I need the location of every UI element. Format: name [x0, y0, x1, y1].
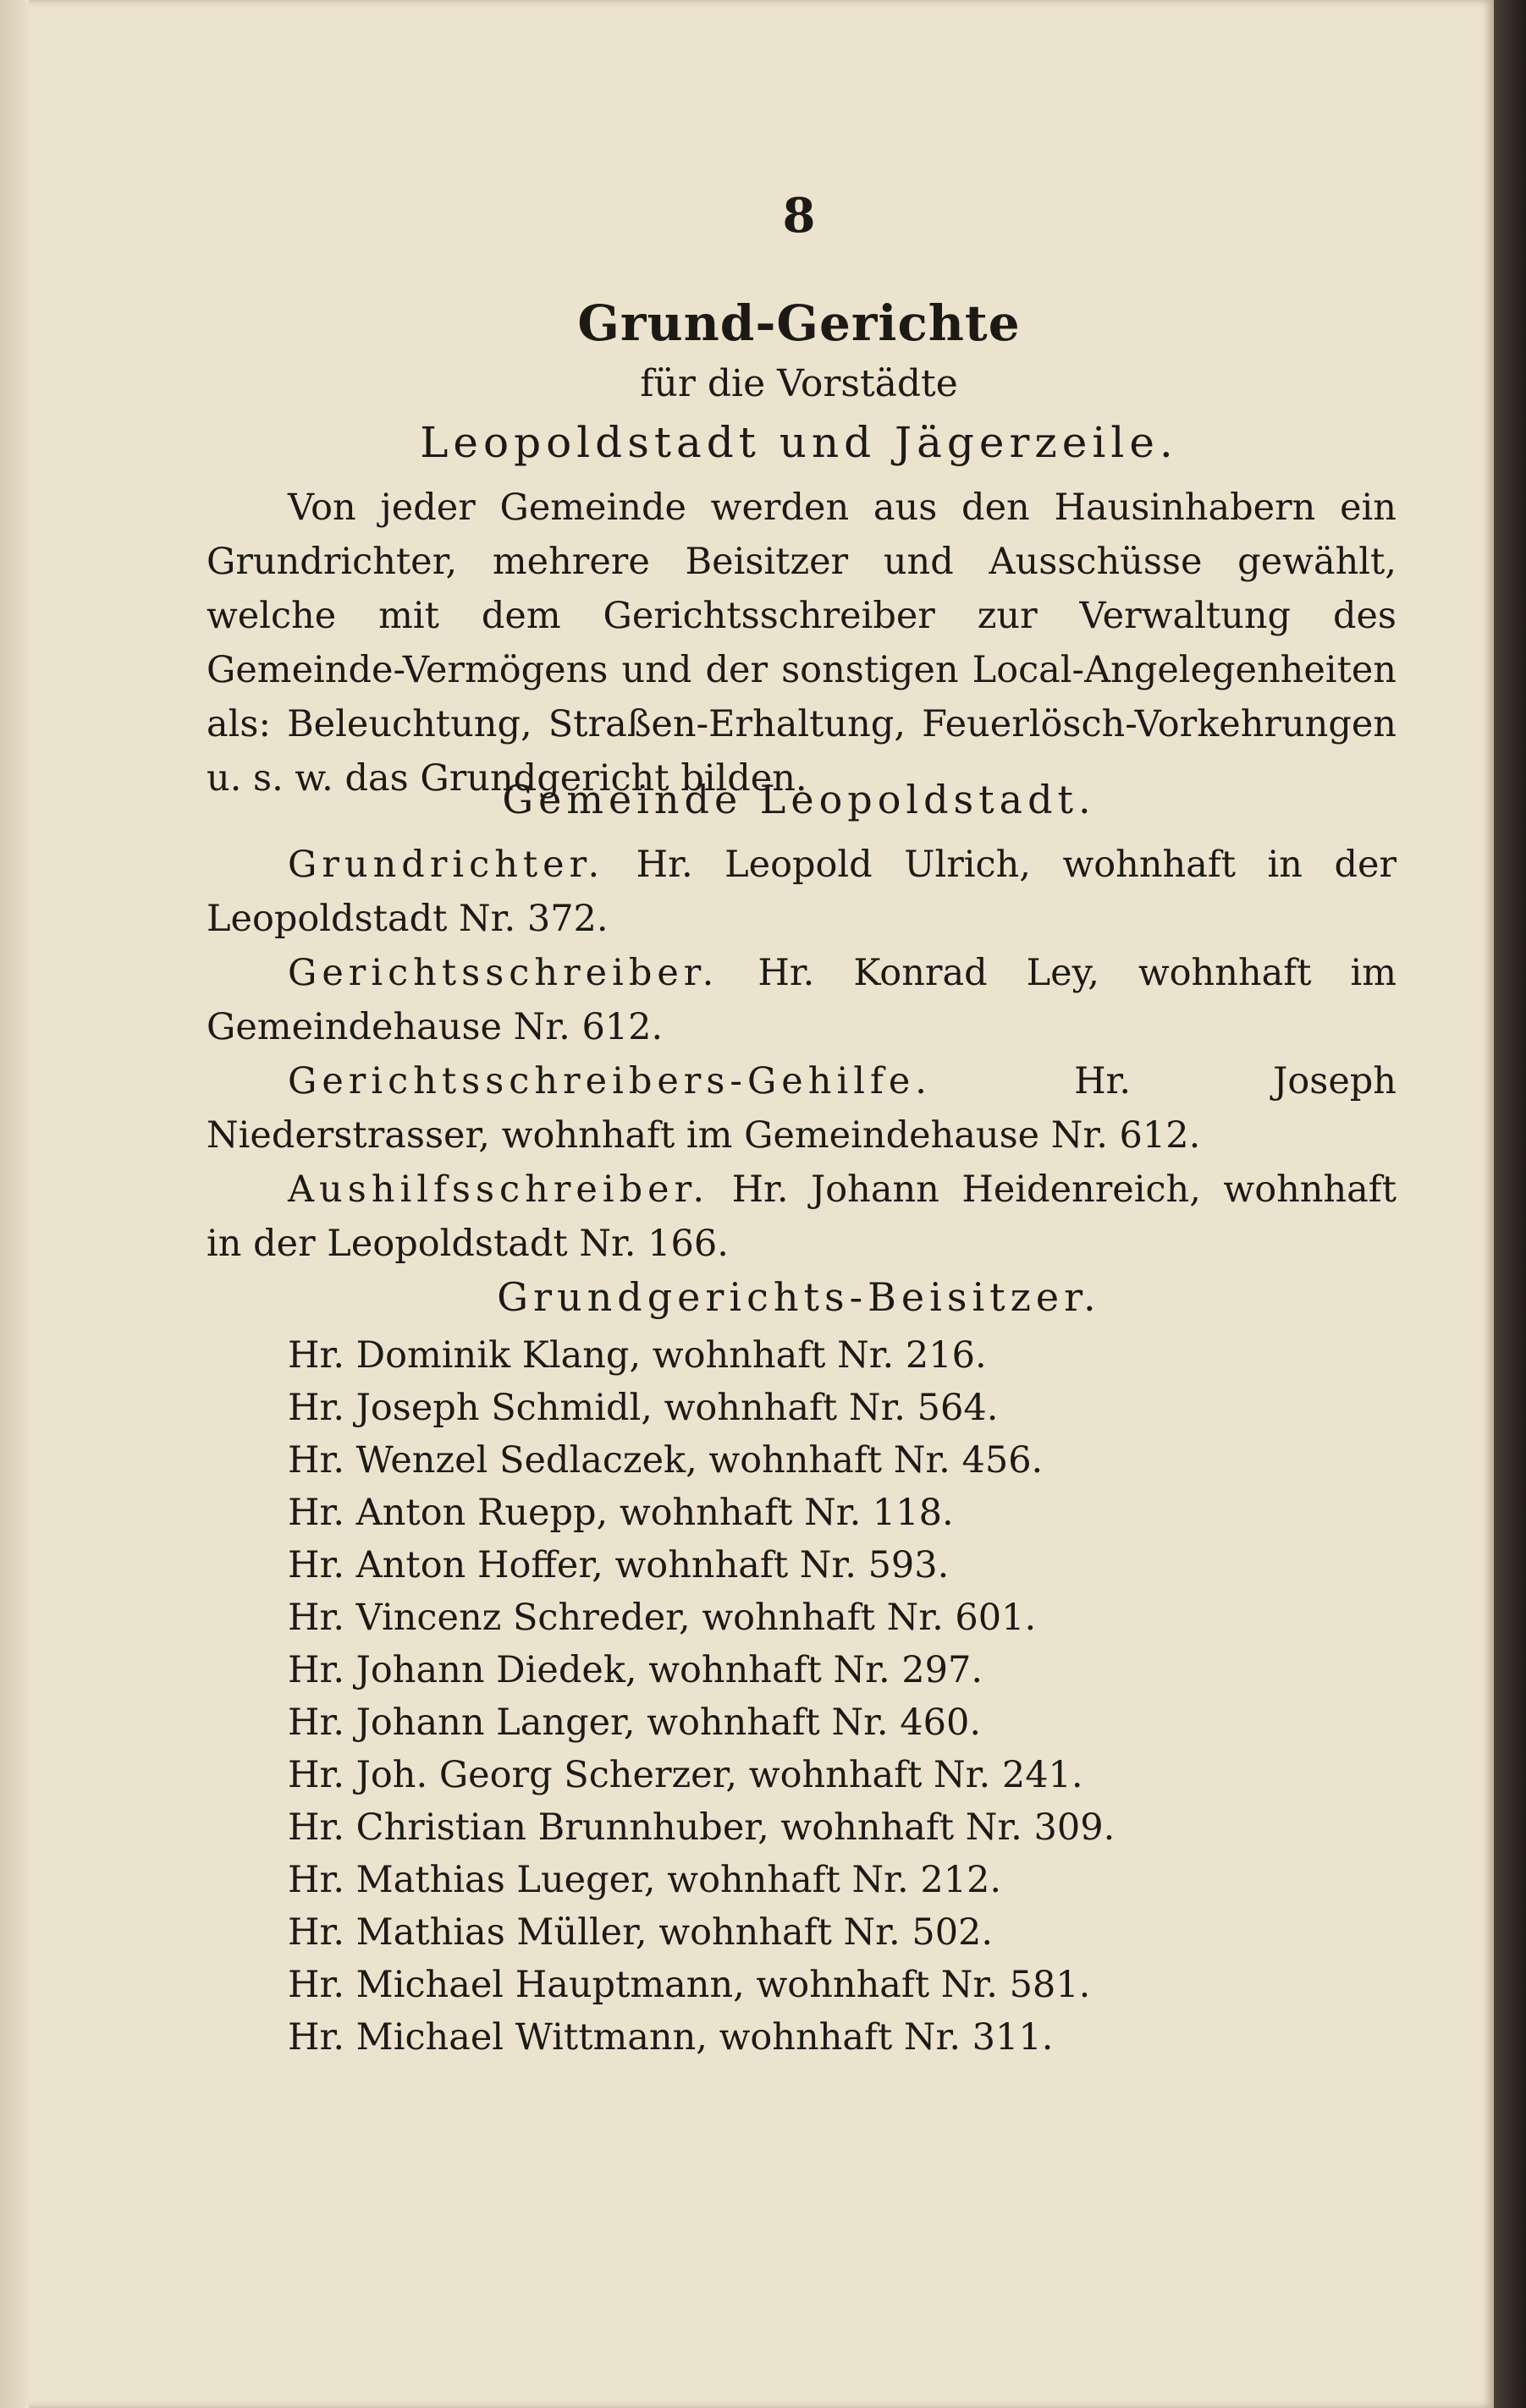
- list-item: Hr. Mathias Müller, wohnhaft Nr. 502.: [288, 1911, 994, 1954]
- list-item: Hr. Johann Langer, wohnhaft Nr. 460.: [288, 1702, 982, 1744]
- official-role: Gerichtsschreibers-Gehilfe.: [288, 1060, 932, 1102]
- list-item: Hr. Michael Wittmann, wohnhaft Nr. 311.: [288, 2016, 1054, 2059]
- list-item: Hr. Joseph Schmidl, wohnhaft Nr. 564.: [288, 1387, 999, 1429]
- official-entry: [207, 1163, 1397, 1271]
- official-text: Hr. Joseph Niederstrasser, wohnhaft im Gemeindehause Nr. 612.: [207, 1060, 1397, 1157]
- page-title: Grund-Gerichte: [577, 294, 1021, 352]
- list-item: Hr. Mathias Lueger, wohnhaft Nr. 212.: [288, 1859, 1002, 1901]
- list-item: Hr. Anton Hoffer, wohnhaft Nr. 593.: [288, 1544, 950, 1586]
- official-text: Hr. Johann Heidenreich, wohnhaft in der Leopoldstadt Nr. 166.: [207, 1168, 1397, 1265]
- official-role: Gerichtsschreiber.: [288, 952, 719, 994]
- list-item: Hr. Wenzel Sedlaczek, wohnhaft Nr. 456.: [288, 1439, 1044, 1482]
- intro-paragraph: Von jeder Gemeinde werden aus den Hausinhabern ein Grundrichter, mehrere Beisitzer und Ausschüsse gewählt, welche mit dem Gerichtsschreiber zur Verwaltung des Gemeinde-Vermögens und der sonstigen Local-Angelegenheiten als: Beleuchtung, Straßen-Erhaltung, Feuerlösch-Vorkehrungen u. s. w. das Grundgericht bilden.: [207, 487, 1397, 800]
- official-entry: [207, 946, 1397, 1054]
- list-item: Hr. Johann Diedek, wohnhaft Nr. 297.: [288, 1649, 983, 1691]
- subtitle-line-1: für die Vorstädte: [640, 362, 958, 405]
- list-item: Hr. Vincenz Schreder, wohnhaft Nr. 601.: [288, 1597, 1037, 1639]
- official-text: Hr. Leopold Ulrich, wohnhaft in der Leopoldstadt Nr. 372.: [207, 844, 1397, 940]
- page-edge: [1494, 0, 1526, 2408]
- official-role: Aushilfsschreiber.: [288, 1168, 710, 1211]
- official-entry: [207, 838, 1397, 946]
- page-gutter: [0, 0, 29, 2408]
- official-text: Hr. Konrad Ley, wohnhaft im Gemeindehause Nr. 612.: [207, 952, 1397, 1048]
- list-item: Hr. Anton Ruepp, wohnhaft Nr. 118.: [288, 1492, 954, 1534]
- list-item: Hr. Michael Hauptmann, wohnhaft Nr. 581.: [288, 1964, 1091, 2006]
- official-entry: [207, 1054, 1397, 1163]
- page-number: 8: [782, 188, 816, 244]
- section-heading: Gemeinde Leopoldstadt.: [502, 777, 1096, 822]
- official-role: Grundrichter.: [288, 844, 605, 886]
- list-item: Hr. Christian Brunnhuber, wohnhaft Nr. 309.: [288, 1806, 1116, 1849]
- list-item: Hr. Dominik Klang, wohnhaft Nr. 216.: [288, 1334, 987, 1377]
- beisitzer-heading: Grundgerichts-Beisitzer.: [497, 1274, 1101, 1320]
- list-item: Hr. Joh. Georg Scherzer, wohnhaft Nr. 241.: [288, 1754, 1083, 1796]
- subtitle-line-2: Leopoldstadt und Jägerzeile.: [420, 418, 1178, 467]
